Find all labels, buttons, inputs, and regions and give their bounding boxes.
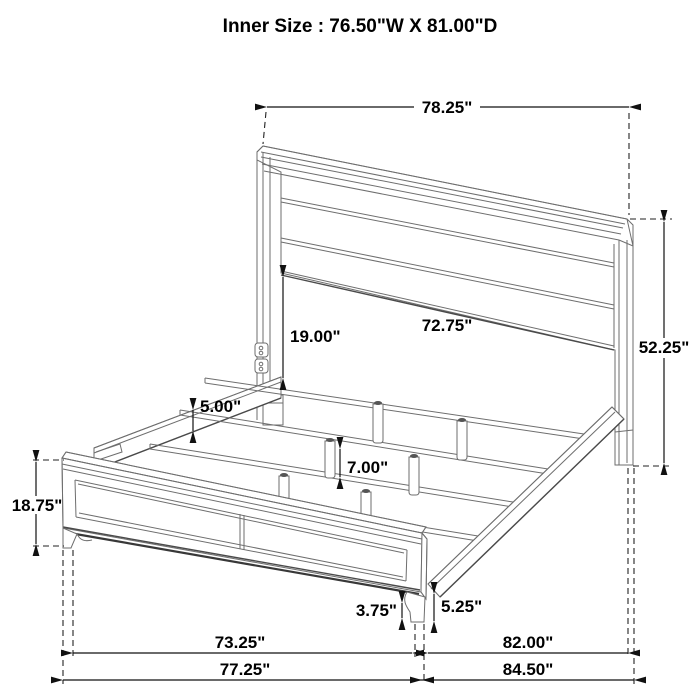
diagram-title: Inner Size : 76.50"W X 81.00"D bbox=[222, 16, 498, 37]
side-rail-left bbox=[94, 377, 281, 470]
dim-slat-leg-label: 7.00" bbox=[347, 458, 389, 477]
headboard bbox=[255, 146, 633, 465]
dim-foot-leg-front-label: 3.75" bbox=[355, 601, 397, 620]
dim-outer-depth-label: 84.50" bbox=[502, 660, 554, 679]
dim-foot-leg-side-label: 5.25" bbox=[441, 597, 483, 616]
dim-panel-width-label: 72.75" bbox=[421, 316, 473, 335]
dim-top-width-label: 78.25" bbox=[421, 98, 473, 117]
dim-inner-depth-label: 82.00" bbox=[502, 633, 554, 652]
dim-footboard-outer-width-label: 77.25" bbox=[219, 660, 271, 679]
bed-line-art bbox=[62, 146, 633, 622]
dim-footboard-height-label: 18.75" bbox=[11, 496, 63, 515]
dim-headboard-leg-label: 19.00" bbox=[290, 327, 341, 346]
dim-footboard-inner-width-label: 73.25" bbox=[214, 633, 266, 652]
footboard bbox=[62, 452, 427, 622]
dim-rail-height-label: 5.00" bbox=[200, 397, 242, 416]
dim-right-height-label: 52.25" bbox=[638, 338, 690, 357]
